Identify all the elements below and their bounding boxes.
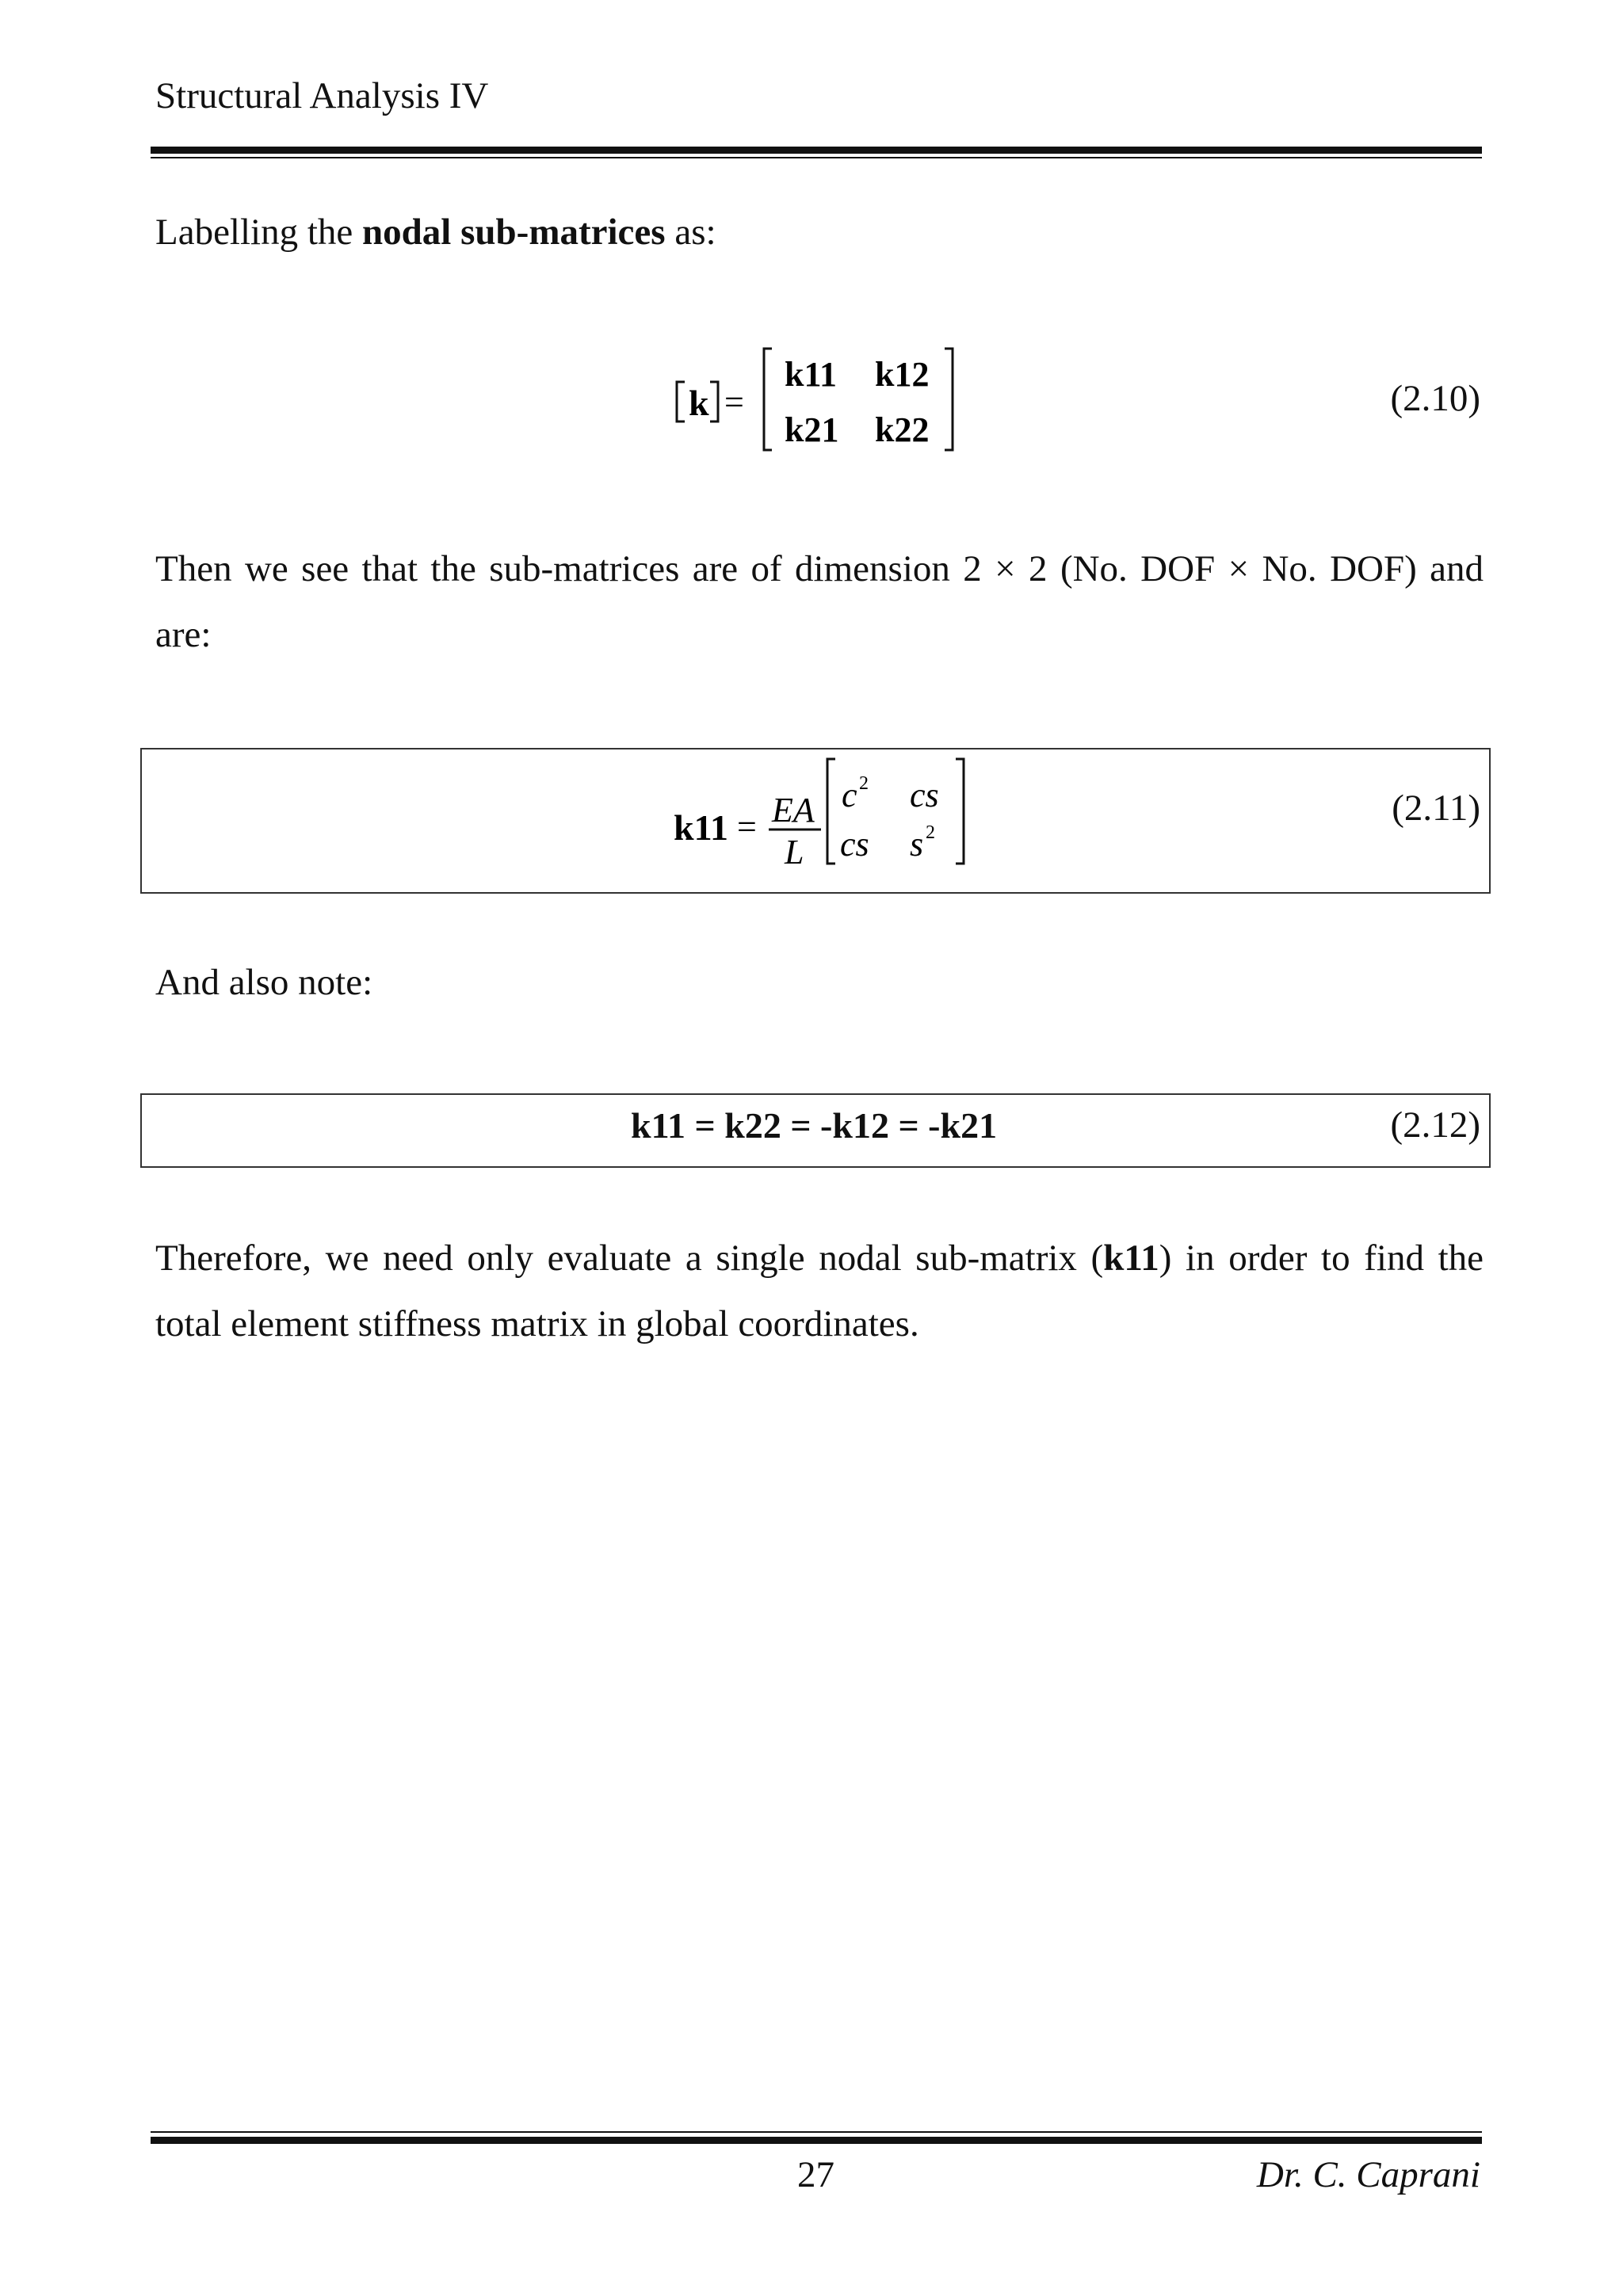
footer-rule-thin xyxy=(151,2131,1482,2133)
lhs-bracket-right xyxy=(710,382,718,421)
para1-bold: nodal sub-matrices xyxy=(362,212,666,253)
fraction-numerator: EA xyxy=(772,791,815,830)
matrix-cell-cs-bottom: cs xyxy=(840,825,869,864)
fraction-denominator: L xyxy=(785,833,804,871)
para4-prefix: Therefore, we need only evaluate a single nodal sub-matrix ( xyxy=(155,1238,1104,1279)
eq210-lhs: k xyxy=(689,383,709,423)
equation-2-12: k11 = k22 = -k12 = -k21 xyxy=(631,1105,998,1146)
equation-number-2-12: (2.12) xyxy=(1390,1104,1480,1146)
footer-rule-thick xyxy=(151,2137,1482,2144)
equation-2-11 xyxy=(666,748,983,894)
lhs-bracket-left xyxy=(677,382,685,421)
matrix-bracket-left xyxy=(827,759,835,864)
para1-prefix: Labelling the xyxy=(155,212,363,253)
para1-suffix: as: xyxy=(665,212,716,253)
matrix-cell-k22: k22 xyxy=(875,410,930,449)
header-rule-thick xyxy=(151,147,1482,154)
paragraph-conclusion xyxy=(155,1226,1484,1357)
matrix-cell-k12: k12 xyxy=(875,355,930,394)
paragraph-nodal-submatrices xyxy=(155,200,1484,265)
footer-page-number: 27 xyxy=(797,2154,834,2195)
paragraph-also-note: And also note: xyxy=(155,962,373,1003)
matrix-cell-cs-top: cs xyxy=(910,776,939,814)
equation-number-2-10: (2.10) xyxy=(1390,378,1480,419)
header-rule-thin xyxy=(151,157,1482,158)
para4-bold: k11 xyxy=(1103,1238,1159,1279)
eq211-lhs: k11 xyxy=(674,807,729,848)
eq210-equals: = xyxy=(724,383,744,421)
eq211-equals: = xyxy=(737,807,757,846)
matrix-cell-c2: c xyxy=(842,776,857,814)
matrix-bracket-left xyxy=(764,349,772,450)
header-title: Structural Analysis IV xyxy=(155,75,489,116)
para4-suffix: ) in order to find the total element stiffness matrix in global coordinates. xyxy=(155,1238,1484,1344)
paragraph-submatrix-dimension: Then we see that the sub-matrices are of dimension 2 × 2 (No. DOF × No. DOF) and are: xyxy=(155,548,1484,655)
matrix-cell-k21: k21 xyxy=(785,410,839,449)
matrix-cell-s2: s xyxy=(910,825,924,864)
equation-2-10 xyxy=(666,333,983,460)
footer-author: Dr. C. Caprani xyxy=(1256,2154,1480,2195)
equation-number-2-11: (2.11) xyxy=(1392,788,1480,829)
matrix-bracket-right xyxy=(956,759,964,864)
matrix-cell-k11: k11 xyxy=(785,355,838,394)
matrix-bracket-right xyxy=(945,349,953,450)
exponent-s2: 2 xyxy=(926,822,935,843)
exponent-c2: 2 xyxy=(859,773,869,794)
